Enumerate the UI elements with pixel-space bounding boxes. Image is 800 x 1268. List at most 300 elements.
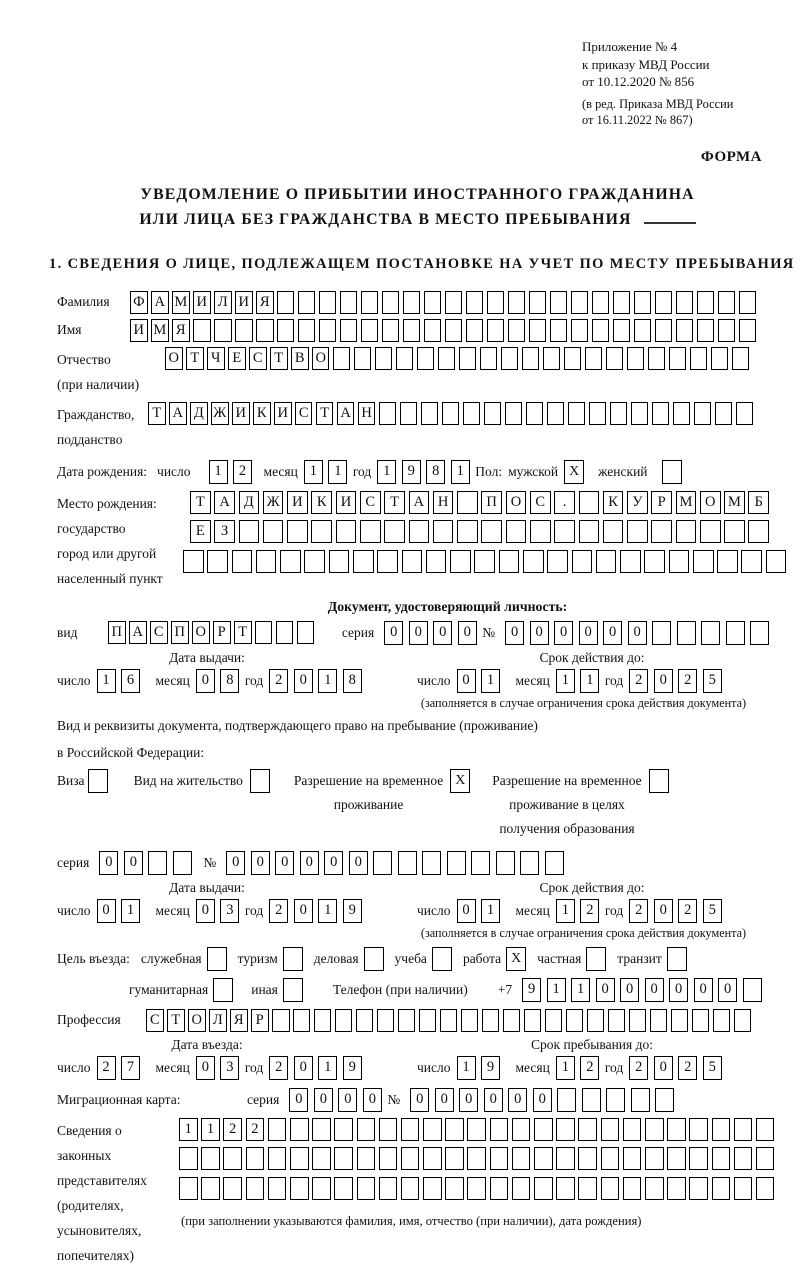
residence-series-cells[interactable] (99, 851, 197, 875)
char-cell[interactable] (508, 291, 526, 314)
char-cell[interactable] (424, 291, 442, 314)
char-cell[interactable] (557, 1088, 576, 1112)
char-cell[interactable] (287, 520, 308, 543)
char-cell[interactable] (648, 347, 666, 370)
identity-validity-day-cells[interactable] (457, 669, 506, 693)
char-cell[interactable]: 0 (718, 978, 737, 1002)
char-cell[interactable] (402, 550, 423, 573)
char-cell[interactable]: 2 (580, 1056, 599, 1080)
temp-permit-checkbox[interactable]: X (450, 769, 470, 793)
char-cell[interactable] (690, 347, 708, 370)
purpose-study-checkbox[interactable] (432, 947, 452, 971)
char-cell[interactable] (556, 1147, 575, 1170)
char-cell[interactable]: 9 (481, 1056, 500, 1080)
char-cell[interactable] (474, 550, 495, 573)
char-cell[interactable] (276, 621, 294, 644)
char-cell[interactable] (505, 402, 523, 425)
char-cell[interactable] (445, 1118, 464, 1141)
purpose-tourism-checkbox[interactable] (283, 947, 303, 971)
char-cell[interactable]: 2 (223, 1118, 242, 1141)
char-cell[interactable]: 9 (522, 978, 541, 1002)
char-cell[interactable] (471, 851, 490, 875)
char-cell[interactable] (223, 1177, 242, 1200)
char-cell[interactable] (417, 347, 435, 370)
char-cell[interactable]: 0 (409, 621, 428, 645)
char-cell[interactable] (382, 319, 400, 342)
char-cell[interactable] (712, 1177, 731, 1200)
char-cell[interactable]: А (409, 491, 430, 514)
char-cell[interactable] (333, 347, 351, 370)
representatives-row3-cells[interactable] (179, 1177, 778, 1200)
char-cell[interactable] (543, 347, 561, 370)
char-cell[interactable] (756, 1147, 775, 1170)
char-cell[interactable] (596, 550, 617, 573)
char-cell[interactable] (268, 1177, 287, 1200)
char-cell[interactable]: 0 (484, 1088, 503, 1112)
char-cell[interactable]: С (146, 1009, 164, 1032)
char-cell[interactable] (490, 1147, 509, 1170)
char-cell[interactable]: 0 (554, 621, 573, 645)
char-cell[interactable] (447, 851, 466, 875)
char-cell[interactable] (743, 978, 762, 1002)
char-cell[interactable] (482, 1009, 500, 1032)
char-cell[interactable]: Ж (263, 491, 284, 514)
char-cell[interactable] (490, 1177, 509, 1200)
char-cell[interactable] (396, 347, 414, 370)
char-cell[interactable]: 2 (629, 899, 648, 923)
char-cell[interactable] (689, 1118, 708, 1141)
char-cell[interactable]: С (295, 402, 313, 425)
char-cell[interactable] (766, 550, 787, 573)
char-cell[interactable] (700, 520, 721, 543)
char-cell[interactable]: 0 (349, 851, 368, 875)
identity-validity-year-cells[interactable] (629, 669, 727, 693)
char-cell[interactable]: О (192, 621, 210, 644)
char-cell[interactable]: 0 (196, 899, 215, 923)
char-cell[interactable] (467, 1147, 486, 1170)
char-cell[interactable]: 0 (338, 1088, 357, 1112)
char-cell[interactable] (173, 851, 192, 875)
char-cell[interactable] (655, 319, 673, 342)
char-cell[interactable]: 1 (209, 460, 228, 484)
char-cell[interactable]: 0 (99, 851, 118, 875)
char-cell[interactable] (589, 402, 607, 425)
char-cell[interactable] (445, 1147, 464, 1170)
char-cell[interactable] (697, 319, 715, 342)
char-cell[interactable] (634, 319, 652, 342)
char-cell[interactable] (741, 550, 762, 573)
char-cell[interactable] (529, 319, 547, 342)
char-cell[interactable]: М (724, 491, 745, 514)
char-cell[interactable]: 0 (533, 1088, 552, 1112)
char-cell[interactable] (423, 1118, 442, 1141)
char-cell[interactable] (311, 520, 332, 543)
stay-day-cells[interactable] (457, 1056, 506, 1080)
char-cell[interactable] (466, 319, 484, 342)
char-cell[interactable]: 1 (457, 1056, 476, 1080)
char-cell[interactable]: 1 (481, 669, 500, 693)
char-cell[interactable]: Р (251, 1009, 269, 1032)
char-cell[interactable] (554, 520, 575, 543)
char-cell[interactable] (379, 1118, 398, 1141)
char-cell[interactable]: Т (167, 1009, 185, 1032)
char-cell[interactable]: 0 (324, 851, 343, 875)
char-cell[interactable]: Е (228, 347, 246, 370)
char-cell[interactable] (239, 520, 260, 543)
char-cell[interactable] (361, 319, 379, 342)
identity-issue-month-cells[interactable] (196, 669, 245, 693)
char-cell[interactable]: 1 (179, 1118, 198, 1141)
char-cell[interactable] (277, 291, 295, 314)
char-cell[interactable] (487, 319, 505, 342)
char-cell[interactable]: М (676, 491, 697, 514)
char-cell[interactable] (373, 851, 392, 875)
char-cell[interactable]: И (193, 291, 211, 314)
char-cell[interactable] (457, 520, 478, 543)
char-cell[interactable] (334, 1177, 353, 1200)
char-cell[interactable] (689, 1177, 708, 1200)
char-cell[interactable]: . (554, 491, 575, 514)
char-cell[interactable]: 2 (246, 1118, 265, 1141)
char-cell[interactable] (592, 319, 610, 342)
char-cell[interactable] (340, 319, 358, 342)
char-cell[interactable]: Ф (130, 291, 148, 314)
char-cell[interactable] (223, 1147, 242, 1170)
char-cell[interactable]: 0 (294, 899, 313, 923)
char-cell[interactable]: С (249, 347, 267, 370)
char-cell[interactable]: М (172, 291, 190, 314)
char-cell[interactable] (634, 291, 652, 314)
char-cell[interactable]: Ж (211, 402, 229, 425)
char-cell[interactable]: 2 (269, 669, 288, 693)
char-cell[interactable] (732, 347, 750, 370)
char-cell[interactable] (651, 520, 672, 543)
char-cell[interactable] (601, 1177, 620, 1200)
char-cell[interactable]: 0 (294, 1056, 313, 1080)
char-cell[interactable]: 1 (556, 1056, 575, 1080)
char-cell[interactable] (201, 1177, 220, 1200)
char-cell[interactable]: С (530, 491, 551, 514)
char-cell[interactable] (756, 1177, 775, 1200)
char-cell[interactable]: 2 (97, 1056, 116, 1080)
birth-place-row3-cells[interactable] (183, 550, 790, 573)
char-cell[interactable] (550, 291, 568, 314)
char-cell[interactable] (263, 520, 284, 543)
char-cell[interactable]: А (129, 621, 147, 644)
char-cell[interactable] (712, 1147, 731, 1170)
char-cell[interactable]: 0 (435, 1088, 454, 1112)
char-cell[interactable] (650, 1009, 668, 1032)
char-cell[interactable] (592, 291, 610, 314)
char-cell[interactable] (377, 1009, 395, 1032)
char-cell[interactable]: 1 (556, 669, 575, 693)
char-cell[interactable] (403, 291, 421, 314)
residence-issue-year-cells[interactable] (269, 899, 367, 923)
char-cell[interactable] (400, 402, 418, 425)
char-cell[interactable]: 8 (426, 460, 445, 484)
char-cell[interactable] (711, 347, 729, 370)
residence-number-cells[interactable] (226, 851, 569, 875)
char-cell[interactable] (268, 1118, 287, 1141)
char-cell[interactable] (667, 1118, 686, 1141)
char-cell[interactable] (445, 1177, 464, 1200)
char-cell[interactable] (652, 402, 670, 425)
purpose-official-checkbox[interactable] (207, 947, 227, 971)
char-cell[interactable]: И (336, 491, 357, 514)
char-cell[interactable]: О (700, 491, 721, 514)
char-cell[interactable] (312, 1177, 331, 1200)
char-cell[interactable]: 1 (318, 1056, 337, 1080)
char-cell[interactable] (377, 550, 398, 573)
residence-validity-year-cells[interactable] (629, 899, 727, 923)
char-cell[interactable] (756, 1118, 775, 1141)
char-cell[interactable]: 0 (300, 851, 319, 875)
char-cell[interactable]: 0 (410, 1088, 429, 1112)
char-cell[interactable] (718, 291, 736, 314)
char-cell[interactable] (623, 1177, 642, 1200)
char-cell[interactable] (692, 1009, 710, 1032)
purpose-business-checkbox[interactable] (364, 947, 384, 971)
char-cell[interactable]: П (171, 621, 189, 644)
char-cell[interactable]: 0 (97, 899, 116, 923)
char-cell[interactable] (207, 550, 228, 573)
char-cell[interactable] (534, 1147, 553, 1170)
identity-validity-month-cells[interactable] (556, 669, 605, 693)
char-cell[interactable]: 1 (547, 978, 566, 1002)
char-cell[interactable] (298, 319, 316, 342)
char-cell[interactable]: 8 (220, 669, 239, 693)
char-cell[interactable] (739, 291, 757, 314)
char-cell[interactable]: 5 (703, 669, 722, 693)
char-cell[interactable] (304, 550, 325, 573)
char-cell[interactable]: 0 (620, 978, 639, 1002)
char-cell[interactable]: 0 (226, 851, 245, 875)
char-cell[interactable]: 0 (251, 851, 270, 875)
char-cell[interactable] (631, 402, 649, 425)
char-cell[interactable] (183, 550, 204, 573)
char-cell[interactable] (433, 520, 454, 543)
char-cell[interactable] (501, 347, 519, 370)
edu-permit-checkbox[interactable] (649, 769, 669, 793)
char-cell[interactable] (623, 1147, 642, 1170)
char-cell[interactable] (677, 621, 696, 645)
char-cell[interactable] (379, 1147, 398, 1170)
char-cell[interactable] (545, 1009, 563, 1032)
char-cell[interactable] (312, 1118, 331, 1141)
char-cell[interactable] (568, 402, 586, 425)
char-cell[interactable] (424, 319, 442, 342)
char-cell[interactable] (290, 1118, 309, 1141)
char-cell[interactable] (384, 520, 405, 543)
char-cell[interactable]: 0 (669, 978, 688, 1002)
char-cell[interactable] (440, 1009, 458, 1032)
char-cell[interactable] (726, 621, 745, 645)
purpose-transit-checkbox[interactable] (667, 947, 687, 971)
char-cell[interactable] (506, 520, 527, 543)
char-cell[interactable] (717, 550, 738, 573)
char-cell[interactable] (297, 621, 315, 644)
char-cell[interactable]: З (214, 520, 235, 543)
purpose-humanitarian-checkbox[interactable] (213, 978, 233, 1002)
char-cell[interactable]: Т (234, 621, 252, 644)
char-cell[interactable] (256, 550, 277, 573)
char-cell[interactable] (457, 491, 478, 514)
char-cell[interactable] (669, 550, 690, 573)
char-cell[interactable] (461, 1009, 479, 1032)
char-cell[interactable] (360, 520, 381, 543)
residence-validity-month-cells[interactable] (556, 899, 605, 923)
char-cell[interactable] (268, 1147, 287, 1170)
char-cell[interactable] (319, 291, 337, 314)
char-cell[interactable] (606, 347, 624, 370)
char-cell[interactable] (353, 550, 374, 573)
char-cell[interactable]: Р (651, 491, 672, 514)
char-cell[interactable] (438, 347, 456, 370)
char-cell[interactable] (398, 851, 417, 875)
char-cell[interactable] (487, 291, 505, 314)
char-cell[interactable] (314, 1009, 332, 1032)
char-cell[interactable] (379, 402, 397, 425)
char-cell[interactable]: 2 (678, 1056, 697, 1080)
char-cell[interactable] (201, 1147, 220, 1170)
birth-place-row1-cells[interactable] (190, 491, 790, 514)
char-cell[interactable] (520, 851, 539, 875)
migration-series-cells[interactable] (289, 1088, 387, 1112)
char-cell[interactable]: А (214, 491, 235, 514)
char-cell[interactable]: 0 (124, 851, 143, 875)
char-cell[interactable]: 1 (318, 899, 337, 923)
char-cell[interactable]: В (291, 347, 309, 370)
stay-month-cells[interactable] (556, 1056, 605, 1080)
char-cell[interactable] (193, 319, 211, 342)
char-cell[interactable]: 1 (318, 669, 337, 693)
char-cell[interactable] (572, 550, 593, 573)
char-cell[interactable] (627, 347, 645, 370)
char-cell[interactable]: Я (256, 291, 274, 314)
char-cell[interactable]: И (130, 319, 148, 342)
char-cell[interactable]: 0 (457, 669, 476, 693)
char-cell[interactable] (334, 1147, 353, 1170)
char-cell[interactable] (256, 319, 274, 342)
char-cell[interactable] (246, 1177, 265, 1200)
char-cell[interactable] (426, 550, 447, 573)
char-cell[interactable] (623, 1118, 642, 1141)
char-cell[interactable]: Т (270, 347, 288, 370)
char-cell[interactable] (715, 402, 733, 425)
char-cell[interactable] (524, 1009, 542, 1032)
char-cell[interactable] (214, 319, 232, 342)
char-cell[interactable]: 2 (269, 1056, 288, 1080)
char-cell[interactable] (445, 319, 463, 342)
char-cell[interactable] (401, 1147, 420, 1170)
doc-number-cells[interactable] (505, 621, 775, 645)
char-cell[interactable]: 0 (363, 1088, 382, 1112)
char-cell[interactable] (398, 1009, 416, 1032)
char-cell[interactable]: 0 (654, 1056, 673, 1080)
char-cell[interactable] (676, 520, 697, 543)
char-cell[interactable] (354, 347, 372, 370)
char-cell[interactable]: Л (209, 1009, 227, 1032)
char-cell[interactable]: 2 (580, 899, 599, 923)
char-cell[interactable]: 2 (269, 899, 288, 923)
char-cell[interactable]: 1 (377, 460, 396, 484)
char-cell[interactable] (277, 319, 295, 342)
char-cell[interactable]: 0 (314, 1088, 333, 1112)
char-cell[interactable] (556, 1118, 575, 1141)
char-cell[interactable] (336, 520, 357, 543)
char-cell[interactable] (467, 1118, 486, 1141)
char-cell[interactable]: К (603, 491, 624, 514)
char-cell[interactable] (652, 621, 671, 645)
char-cell[interactable]: 0 (530, 621, 549, 645)
residence-validity-day-cells[interactable] (457, 899, 506, 923)
char-cell[interactable]: А (169, 402, 187, 425)
char-cell[interactable]: 1 (451, 460, 470, 484)
char-cell[interactable] (547, 402, 565, 425)
char-cell[interactable] (356, 1009, 374, 1032)
char-cell[interactable] (571, 319, 589, 342)
entry-year-cells[interactable] (269, 1056, 367, 1080)
char-cell[interactable] (734, 1009, 752, 1032)
char-cell[interactable]: 0 (508, 1088, 527, 1112)
char-cell[interactable] (409, 520, 430, 543)
char-cell[interactable]: 3 (220, 899, 239, 923)
residence-issue-day-cells[interactable] (97, 899, 146, 923)
char-cell[interactable]: Е (190, 520, 211, 543)
char-cell[interactable] (736, 402, 754, 425)
char-cell[interactable] (610, 402, 628, 425)
char-cell[interactable]: 7 (121, 1056, 140, 1080)
char-cell[interactable] (459, 347, 477, 370)
char-cell[interactable]: 6 (121, 669, 140, 693)
char-cell[interactable]: Б (748, 491, 769, 514)
char-cell[interactable] (655, 1088, 674, 1112)
char-cell[interactable] (357, 1147, 376, 1170)
char-cell[interactable] (445, 291, 463, 314)
char-cell[interactable] (582, 1088, 601, 1112)
char-cell[interactable] (701, 621, 720, 645)
char-cell[interactable] (566, 1009, 584, 1032)
char-cell[interactable] (613, 291, 631, 314)
char-cell[interactable] (530, 520, 551, 543)
char-cell[interactable] (246, 1147, 265, 1170)
char-cell[interactable] (334, 1118, 353, 1141)
char-cell[interactable] (620, 550, 641, 573)
char-cell[interactable]: Н (433, 491, 454, 514)
profession-cells[interactable] (146, 1009, 755, 1032)
char-cell[interactable] (179, 1147, 198, 1170)
birth-day-cells[interactable] (209, 460, 258, 484)
char-cell[interactable] (312, 1147, 331, 1170)
char-cell[interactable]: 0 (275, 851, 294, 875)
char-cell[interactable] (499, 550, 520, 573)
identity-issue-year-cells[interactable] (269, 669, 367, 693)
char-cell[interactable]: М (151, 319, 169, 342)
char-cell[interactable] (697, 291, 715, 314)
char-cell[interactable]: И (235, 291, 253, 314)
purpose-private-checkbox[interactable] (586, 947, 606, 971)
char-cell[interactable] (603, 520, 624, 543)
identity-issue-day-cells[interactable] (97, 669, 146, 693)
char-cell[interactable]: Д (190, 402, 208, 425)
char-cell[interactable] (508, 319, 526, 342)
char-cell[interactable] (689, 1147, 708, 1170)
char-cell[interactable]: 2 (629, 1056, 648, 1080)
char-cell[interactable] (748, 520, 769, 543)
patronymic-cells[interactable] (165, 347, 753, 370)
entry-day-cells[interactable] (97, 1056, 146, 1080)
char-cell[interactable] (712, 1118, 731, 1141)
